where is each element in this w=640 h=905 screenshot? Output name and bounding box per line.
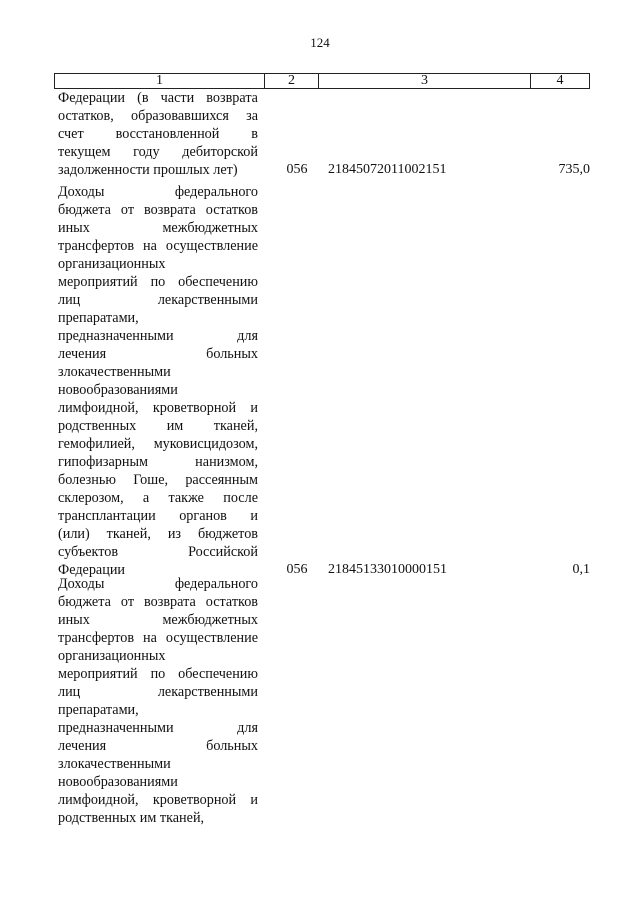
row-code: 056 (286, 162, 308, 177)
row-name-line: новообразованиями (58, 774, 178, 790)
row-name-line: счет восстановленной в (58, 126, 258, 142)
row-name (58, 183, 258, 579)
row-name-line: лечения больных (58, 346, 258, 362)
row-name-line: родственных им тканей, (58, 810, 205, 826)
row-name-line: мероприятий по обеспечению (58, 274, 258, 290)
row-name-line: мероприятий по обеспечению (58, 666, 258, 682)
column-header-1: 1 (55, 74, 265, 88)
row-name-line: задолженности прошлых лет) (58, 162, 238, 178)
row-name-line: новообразованиями (58, 382, 178, 398)
row-name-line: болезнью Гоше, рассеянным (58, 472, 258, 488)
page-number: 124 (310, 35, 330, 50)
row-name-line: склерозом, а также после (58, 490, 258, 506)
row-name-line: лимфоидной, кроветворной и (58, 792, 258, 808)
row-amount: 0,1 (572, 562, 590, 577)
row-kbk: 21845133010000151 (328, 562, 447, 577)
row-name-line: трансфертов на осуществление (58, 630, 258, 646)
row-code: 056 (286, 562, 308, 577)
row-name-line: гемофилией, муковисцидозом, (58, 436, 258, 452)
table-header (54, 73, 590, 89)
row-name-line: бюджета от возврата остатков (58, 202, 258, 218)
row-name-line: бюджета от возврата остатков (58, 594, 258, 610)
row-name-line: Федерации (58, 562, 126, 578)
row-name-line: препаратами, (58, 702, 139, 718)
row-name-line: предназначенными для (58, 328, 258, 344)
column-header-3: 3 (319, 74, 531, 88)
row-name-line: злокачественными (58, 756, 171, 772)
row-name-line: Федерации (в части возврата (58, 90, 258, 106)
row-name-line: трансплантации органов и (58, 508, 258, 524)
row-name-line: остатков, образовавшихся за (58, 108, 258, 124)
row-name-line: лимфоидной, кроветворной и (58, 400, 258, 416)
row-name-line: предназначенными для (58, 720, 258, 736)
row-name-line: текущем году дебиторской (58, 144, 258, 160)
column-header-4: 4 (556, 73, 564, 88)
row-name-line: иных межбюджетных (58, 612, 258, 628)
row-name-line: трансфертов на осуществление (58, 238, 258, 254)
row-name-line: организационных (58, 648, 166, 664)
row-name-line: препаратами, (58, 310, 139, 326)
column-header-2: 2 (265, 74, 319, 88)
row-name-line: родственных им тканей, (58, 418, 258, 434)
row-amount: 735,0 (558, 162, 590, 177)
row-kbk: 21845072011002151 (328, 162, 447, 177)
row-name-line: гипофизарным нанизмом, (58, 454, 258, 470)
row-name (58, 89, 258, 179)
row-name-line: иных межбюджетных (58, 220, 258, 236)
row-name-line: (или) тканей, из бюджетов (58, 526, 258, 542)
row-name-line: организационных (58, 256, 166, 272)
row-name-line: лиц лекарственными (58, 684, 258, 700)
row-name-line: злокачественными (58, 364, 171, 380)
row-name-line: лечения больных (58, 738, 258, 754)
row-name (58, 575, 258, 827)
row-name-line: Доходы федерального (58, 576, 258, 592)
row-name-line: Доходы федерального (58, 184, 258, 200)
row-name-line: субъектов Российской (58, 544, 258, 560)
row-name-line: лиц лекарственными (58, 292, 258, 308)
